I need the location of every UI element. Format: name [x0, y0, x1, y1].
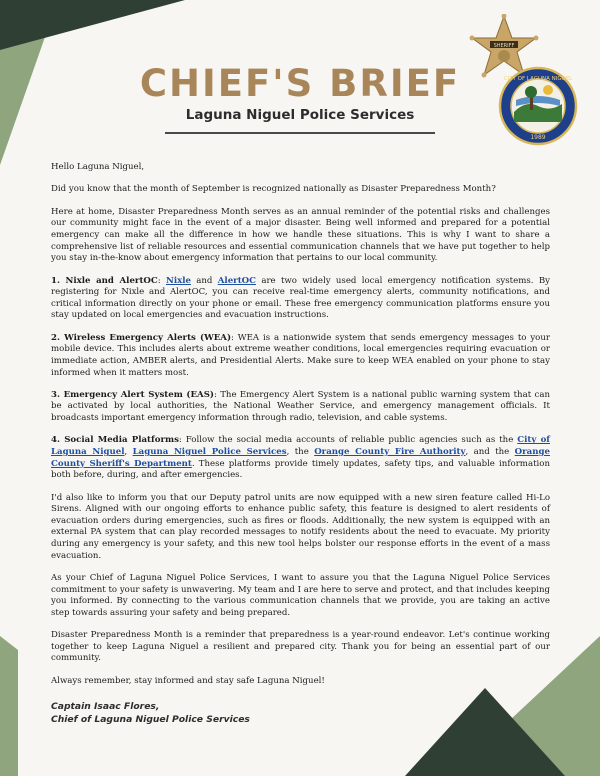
svg-text:CITY OF LAGUNA NIGUEL: CITY OF LAGUNA NIGUEL [503, 76, 573, 82]
item-text: : Follow the social media accounts of reliable public agencies such as the [178, 435, 518, 446]
city-laguna-niguel-link[interactable]: City of Laguna Niguel [51, 435, 550, 458]
connector-text: , [124, 447, 133, 458]
closing-paragraph: Disaster Preparedness Month is a reminder that preparedness is a year-round endeavor. Let's continue working together to keep Laguna Niguel a resilient and prepared city. Thank you for being an essential part of our community. [51, 630, 550, 664]
intro-paragraph: Did you know that the month of September is recognized nationally as Disaster Preparedness Month? [51, 184, 496, 195]
item-text: . These platforms provide timely updates, safety tips, and valuable information both before, during, and after emergencies. [51, 458, 550, 481]
list-item-social-media [51, 435, 550, 481]
page-title: CHIEF'S BRIEF [139, 62, 461, 105]
letter-body [51, 162, 550, 726]
agency-seals [468, 14, 580, 154]
signoff: Always remember, stay informed and stay safe Laguna Niguel! [51, 675, 325, 686]
item-heading: 1. Nixle and AlertOC [51, 275, 158, 286]
list-item-nixle-alertoc: 1. Nixle and AlertOC: Nixle and AlertOC are two widely used local emergency notification systems. By registering for Nixle and AlertOC, you can receive real-time emergency alerts, community notifications, and critical information directly on your phone or email. These free emergency communication platforms ensure you stay updated on local emergencies and evacuation instructions. [51, 275, 551, 321]
svg-text:SHERIFF: SHERIFF [493, 43, 515, 49]
nixle-link[interactable]: Nixle [165, 275, 191, 286]
city-seal-icon [500, 68, 576, 144]
item-heading: 4. Social Media Platforms [51, 435, 179, 446]
ocfa-link[interactable]: Orange County Fire Authority [314, 447, 466, 458]
siren-paragraph: I'd also like to inform you that our Deputy patrol units are now equipped with a new siren feature called Hi-Lo Sirens. Aligned with our ongoing efforts to enhance public safety, this feature is designed to alert residents of evacuation orders during emergencies, such as fires or floods. Additionally, the new system is equipped with an external PA system that can play recorded messages to notify residents about the need to evacuate. My priority during any emergency is your safety, and this new tool helps bolster our response efforts in the event of a mass evacuation. [51, 492, 550, 561]
list-item-eas [51, 390, 550, 425]
chief-paragraph: As your Chief of Laguna Niguel Police Services, I want to assure you that the Laguna Niguel Police Services commitment to your safety is unwavering. My team and I are here to serve and protect, and that includes keeping you informed. By connecting to the various communication channels that we provide, you are taking an active step towards assuring your safety and being prepared. [51, 573, 550, 618]
connector-text: , and the [465, 447, 515, 458]
corner-decoration-dark [0, 0, 185, 50]
header-divider [165, 132, 435, 134]
sheriff-star-icon [470, 14, 539, 78]
connector-text: , the [286, 447, 315, 458]
laguna-niguel-police-link[interactable]: Laguna Niguel Police Services [132, 447, 287, 458]
page-subtitle: Laguna Niguel Police Services [185, 107, 415, 123]
svg-text:1989: 1989 [530, 134, 546, 141]
item-text: : WEA is a nationwide system that sends emergency messages to your mobile device. This includes alerts about extreme weather conditions, local emergencies requiring evacuation or immediate action, AMBER alerts, and Presidential Alerts. Make sure to keep WEA enabled on your phone to stay informed when it matters most. [51, 332, 550, 378]
signature-name: Captain Isaac Flores, [51, 701, 160, 713]
list-item-wea [51, 333, 550, 379]
item-heading: 3. Emergency Alert System (EAS) [51, 389, 214, 400]
connector-text: and [190, 275, 218, 286]
alertoc-link[interactable]: AlertOC [217, 275, 256, 286]
corner-decoration-left [0, 636, 20, 776]
home-paragraph: Here at home, Disaster Preparedness Month serves as an annual reminder of the potential risks and challenges our community might face in the event of a major disaster. Being well informed and prepared for a potential emergency can make all the difference in how we handle these situations. This is why I want to share a comprehensive list of reliable resources and essential communication channels that we have put together to help you stay in-the-know about emergency information that pertains to our local community. [51, 206, 550, 264]
greeting: Hello Laguna Niguel, [51, 162, 145, 172]
item-heading: 2. Wireless Emergency Alerts (WEA) [51, 332, 232, 343]
signature-block [51, 701, 550, 726]
item-text: : The Emergency Alert System is a national public warning system that can be activated by local authorities, the National Weather Service, and emergency management officials. It broadcasts important emergency information through radio, television, and cable systems. [51, 389, 550, 424]
item-text: are two widely used local emergency notification systems. By registering for Nixle and AlertOC, you can receive real-time emergency alerts, community notifications, and critical information directly on your phone or email. These free emergency communication platforms ensure you stay updated on local emergencies and evacuation instructions. [51, 275, 551, 321]
signature-title: Chief of Laguna Niguel Police Services [51, 713, 250, 725]
ocsd-link[interactable]: Orange County Sheriff's Department [51, 447, 550, 469]
